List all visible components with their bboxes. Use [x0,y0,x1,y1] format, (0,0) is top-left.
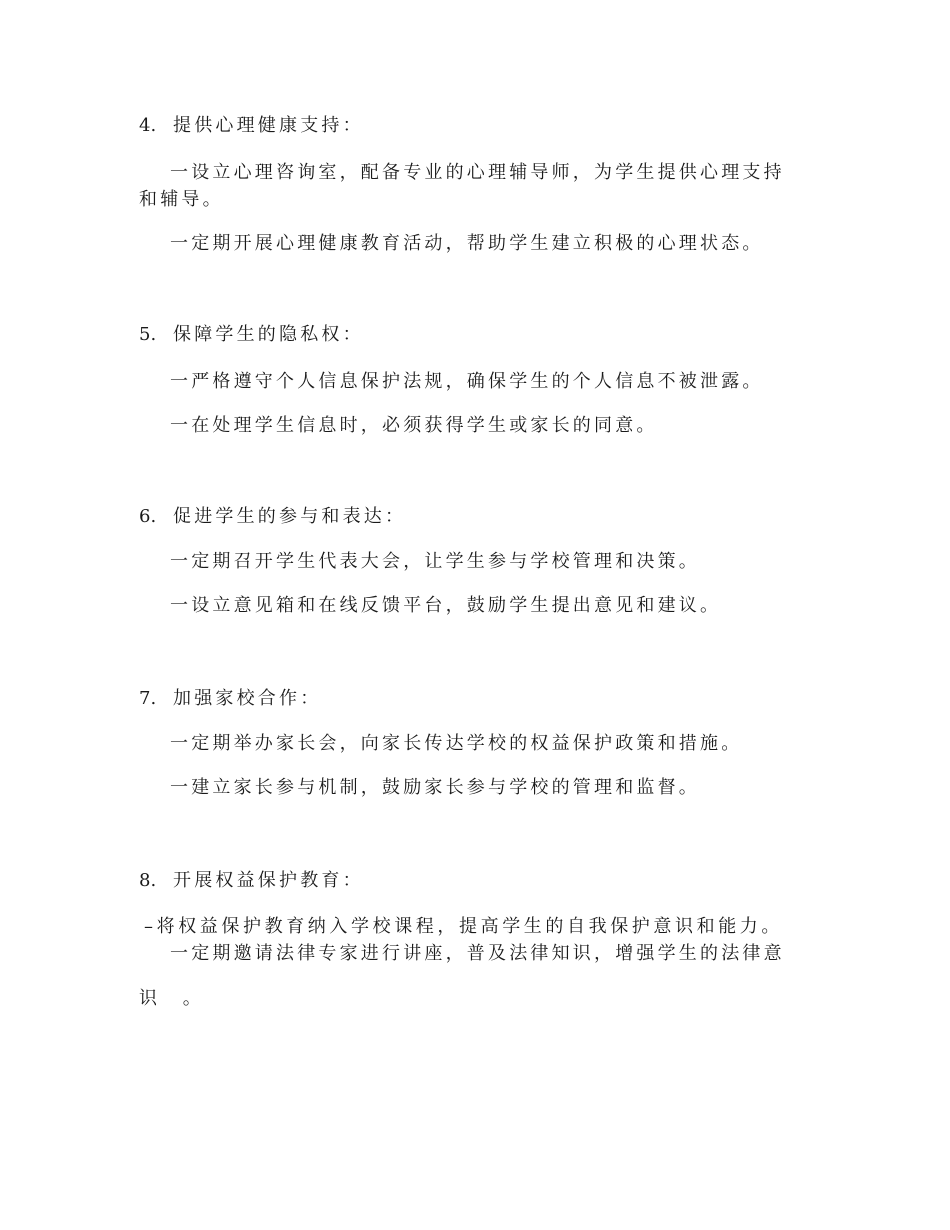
section-title: 促进学生的参与和表达： [173,506,407,527]
section-number: 7. [139,688,157,709]
section-number: 6. [139,506,157,527]
section-title: 开展权益保护教育： [173,870,364,891]
list-item-continuation: 和辅导。 [139,189,224,210]
list-item: 一严格遵守个人信息保护法规，确保学生的个人信息不被泄露。 [170,371,764,392]
section-title: 保障学生的隐私权： [173,324,364,345]
list-item: 一建立家长参与机制，鼓励家长参与学校的管理和监督。 [170,777,700,798]
section-heading-8 [139,869,364,893]
list-item: 一定期召开学生代表大会，让学生参与学校管理和决策。 [170,551,700,572]
list-item: –将权益保护教育纳入学校课程，提高学生的自我保护意识和能力。 [144,916,783,937]
section-heading-4 [139,114,364,138]
list-item: 一设立意见箱和在线反馈平台，鼓励学生提出意见和建议。 [170,595,722,616]
section-heading-6 [139,505,406,529]
section-number: 5. [139,324,157,345]
section-number: 4. [139,115,157,136]
section-heading-7 [139,687,321,711]
section-title: 加强家校合作： [173,688,322,709]
list-item: 一设立心理咨询室，配备专业的心理辅导师，为学生提供心理支持 [170,162,785,183]
section-title: 提供心理健康支持： [173,115,364,136]
list-item-continuation: 识 。 [139,988,211,1009]
list-item: 一定期开展心理健康教育活动，帮助学生建立积极的心理状态。 [170,233,764,254]
list-item: 一定期邀请法律专家进行讲座，普及法律知识，增强学生的法律意 [170,943,785,964]
list-item: 一在处理学生信息时，必须获得学生或家长的同意。 [170,415,658,436]
section-number: 8. [139,870,157,891]
list-item: 一定期举办家长会，向家长传达学校的权益保护政策和措施。 [170,733,743,754]
section-heading-5 [139,323,364,347]
